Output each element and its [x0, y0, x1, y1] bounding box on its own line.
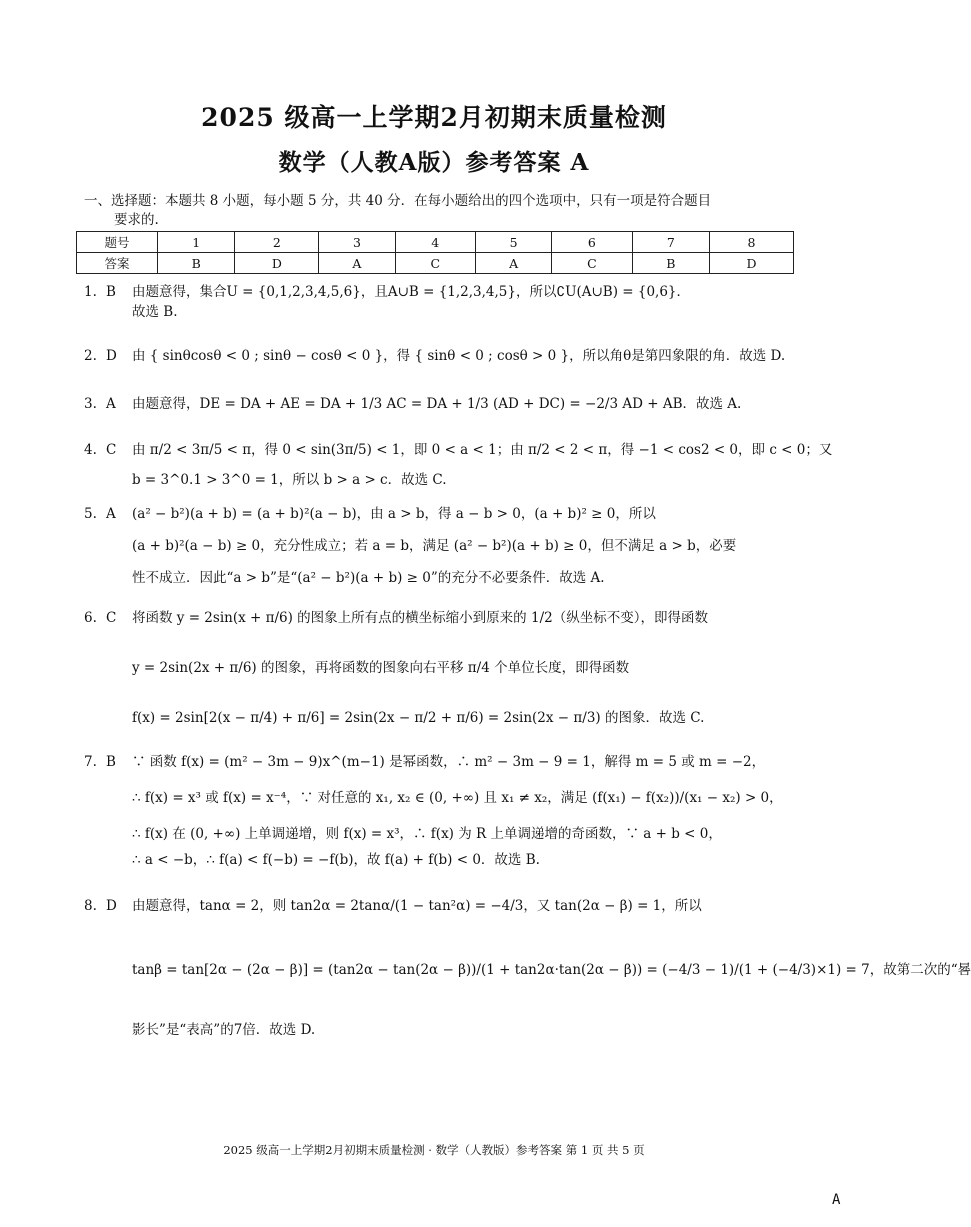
question-7 — [84, 752, 784, 870]
question-2 — [84, 346, 784, 366]
table-cell: A — [475, 253, 551, 274]
question-3 — [84, 394, 784, 414]
table-cell: 3 — [319, 232, 395, 253]
question-text: f(x) = 2sin[2(x − π/4) + π/6] = 2sin(2x − π/2 + π/6) = 2sin(2x − π/3) 的图象．故选 C. — [132, 710, 705, 726]
question-text: (a + b)²(a − b) ≥ 0，充分性成立；若 a = b，满足 (a² − b²)(a + b) ≥ 0，但不满足 a > b，必要 — [132, 538, 737, 554]
section-heading-line: 一、选择题：本题共 8 小题，每小题 5 分，共 40 分．在每小题给出的四个选项中，只有一项是符合题目 — [84, 193, 712, 209]
question-number: 8. — [84, 898, 97, 914]
question-text: 影长”是“表高”的7倍．故选 D. — [132, 1022, 316, 1038]
table-cell: 1 — [158, 232, 235, 253]
question-text: 性不成立．因此“a > b”是“(a² − b²)(a + b) ≥ 0”的充分不必要条件．故选 A. — [132, 570, 605, 586]
question-text: 故选 B. — [132, 304, 178, 320]
table-cell: A — [319, 253, 395, 274]
corner-mark: A — [832, 1192, 841, 1208]
question-4 — [84, 440, 833, 490]
question-number: 5. — [84, 506, 97, 522]
question-text: ∴ f(x) 在 (0, +∞) 上单调递增，则 f(x) = x³，∴ f(x) 为 R 上单调递增的奇函数，∵ a + b < 0， — [132, 826, 722, 842]
question-number: 6. — [84, 610, 97, 626]
question-choice: A — [106, 506, 116, 522]
question-5 — [84, 504, 784, 588]
table-cell: 6 — [552, 232, 632, 253]
question-number: 3. — [84, 396, 97, 412]
table-cell: 5 — [475, 232, 551, 253]
table-cell: C — [395, 253, 475, 274]
table-cell: C — [552, 253, 632, 274]
question-choice: B — [106, 284, 116, 300]
question-text: 由 { sinθcosθ < 0 ; sinθ − cosθ < 0 }，得 { sinθ < 0 ; cosθ > 0 }，所以角θ是第四象限的角．故选 D. — [132, 348, 786, 364]
question-choice: C — [106, 610, 117, 626]
table-cell: 8 — [710, 232, 794, 253]
question-text: 由题意得，集合U = {0,1,2,3,4,5,6}，且A∪B = {1,2,3,4,5}，所以∁U(A∪B) = {0,6}． — [132, 284, 691, 300]
question-text: (a² − b²)(a + b) = (a + b)²(a − b)，由 a > b，得 a − b > 0，(a + b)² ≥ 0，所以 — [132, 506, 656, 522]
question-1 — [84, 282, 784, 322]
table-cell: B — [158, 253, 235, 274]
question-number: 2. — [84, 348, 97, 364]
question-text: 由题意得，tanα = 2，则 tan2α = 2tanα/(1 − tan²α) = −4/3，又 tan(2α − β) = 1，所以 — [132, 898, 702, 914]
question-text: b = 3^0.1 > 3^0 = 1，所以 b > a > c．故选 C. — [132, 472, 447, 488]
question-text: ∴ a < −b，∴ f(a) < f(−b) = −f(b)，故 f(a) + f(b) < 0．故选 B. — [132, 852, 540, 868]
page-footer: 2025 级高一上学期2月初期末质量检测 · 数学（人教版）参考答案 第 1 页 共 5 页 — [223, 1143, 645, 1157]
table-cell: 4 — [395, 232, 475, 253]
question-text: 由 π/2 < 3π/5 < π，得 0 < sin(3π/5) < 1，即 0 < a < 1；由 π/2 < 2 < π，得 −1 < cos2 < 0，即 c < 0；又 — [132, 442, 833, 458]
question-choice: D — [106, 348, 117, 364]
table-label-answer: 答案 — [77, 253, 158, 274]
answer-table-row-answers — [77, 253, 794, 274]
question-choice: A — [106, 396, 116, 412]
section-heading-cont: 要求的. — [114, 212, 159, 228]
question-choice: D — [106, 898, 117, 914]
answer-table — [76, 231, 794, 274]
question-text: 由题意得，DE = DA + AE = DA + 1/3 AC = DA + 1/3 (AD + DC) = −2/3 AD + AB．故选 A. — [132, 396, 742, 412]
question-choice: B — [106, 754, 116, 770]
question-6 — [84, 608, 784, 728]
question-8 — [84, 896, 971, 1040]
page-title: 2025 级高一上学期2月初期末质量检测 — [201, 103, 667, 132]
table-cell: B — [632, 253, 709, 274]
question-text: ∵ 函数 f(x) = (m² − 3m − 9)x^(m−1) 是幂函数，∴ m² − 3m − 9 = 1，解得 m = 5 或 m = −2， — [132, 754, 766, 770]
question-number: 1. — [84, 284, 97, 300]
question-number: 7. — [84, 754, 97, 770]
answer-table-row-numbers — [77, 232, 794, 253]
question-text: y = 2sin(2x + π/6) 的图象，再将函数的图象向右平移 π/4 个单位长度，即得函数 — [132, 660, 630, 676]
table-cell: 2 — [235, 232, 319, 253]
question-text: tanβ = tan[2α − (2α − β)] = (tan2α − tan(2α − β))/(1 + tan2α·tan(2α − β)) = (−4/3 − 1)/(1 + (−4/3)×1) = 7，故第二次的“晷 — [132, 962, 971, 978]
question-number: 4. — [84, 442, 97, 458]
section-heading — [84, 192, 804, 230]
question-choice: C — [106, 442, 117, 458]
table-cell: D — [710, 253, 794, 274]
table-label-number: 题号 — [77, 232, 158, 253]
table-cell: D — [235, 253, 319, 274]
question-text: 将函数 y = 2sin(x + π/6) 的图象上所有点的横坐标缩小到原来的 1/2（纵坐标不变），即得函数 — [132, 610, 708, 626]
question-text: ∴ f(x) = x³ 或 f(x) = x⁻⁴，∵ 对任意的 x₁, x₂ ∈ (0, +∞) 且 x₁ ≠ x₂，满足 (f(x₁) − f(x₂))/(x₁ − x₂) > 0， — [132, 790, 783, 806]
table-cell: 7 — [632, 232, 709, 253]
page-subtitle: 数学（人教A版）参考答案 A — [278, 149, 590, 176]
